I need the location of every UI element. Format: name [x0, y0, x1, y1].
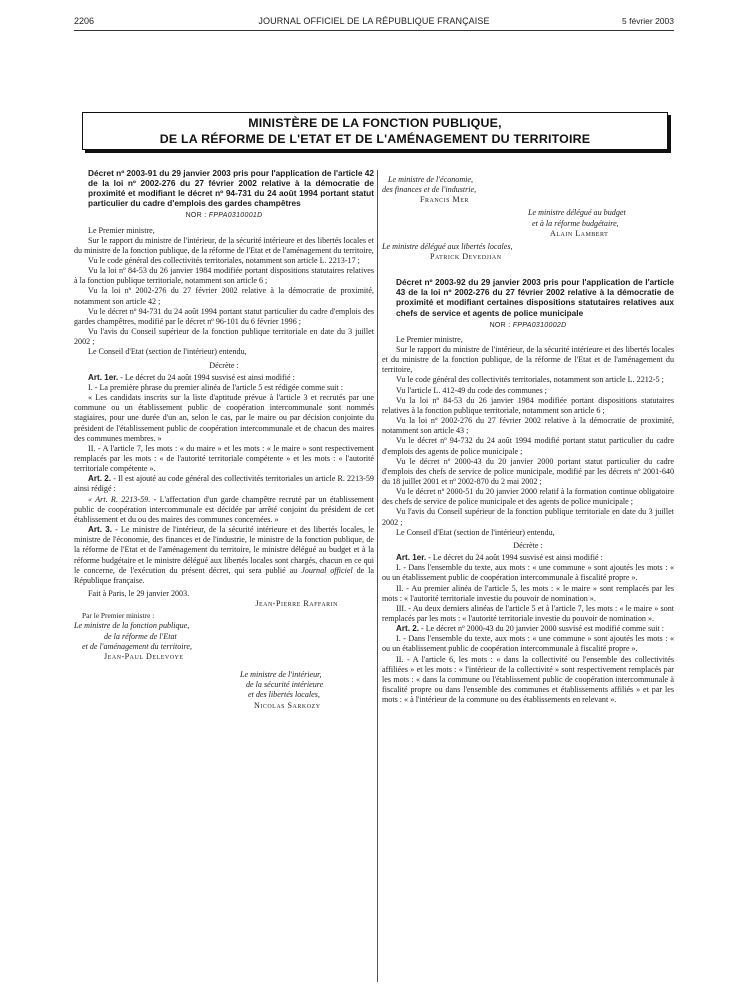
par-le-premier-ministre: Par le Premier ministre :: [82, 611, 155, 621]
right-column: [382, 175, 674, 705]
signature-title-line: [382, 175, 674, 185]
signature-title-line: [74, 680, 374, 690]
article-text: - Le décret du 24 août 1994 susvisé est ainsi modifié :: [426, 553, 603, 563]
signatory-title: et des libertés locales,: [248, 690, 320, 700]
signature-lib: [382, 252, 674, 262]
paragraph: Vu l'avis du Conseil supérieur de la fonction publique territoriale en date du 3 juillet 2002 ;: [74, 327, 374, 347]
signature-title-line: [382, 242, 674, 252]
paragraph: Sur le rapport du ministre de l'intérieur, de la sécurité intérieure et des libertés locales et du ministre de la fonction publique, de la réforme de l'Etat et de l'aménagement du territoire,: [382, 344, 674, 375]
journal-reference: Journal officiel: [301, 565, 353, 575]
article-label: Art. 1er.: [88, 372, 119, 382]
signatory-title: de la réforme de l'Etat: [104, 631, 177, 641]
paragraph: Vu le code général des collectivités territoriales, notamment son article L. 2212-5 ;: [396, 375, 664, 385]
signature-fp: [74, 652, 374, 662]
article-text: - Il est ajouté au code général des collectivités territoriales un article R. 2213-59 ainsi rédigé :: [74, 474, 374, 494]
signatory-title: Le ministre de l'économie,: [388, 175, 474, 184]
decree-1-title: Décret nº 2003-91 du 29 janvier 2003 pris pour l'application de l'article 42 de la loi nº 2002-276 du 27 février 2002 relative à la démocratie de proximité et modifiant le décret nº 94-731 du 24 août 1994 portant statut particulier du cadre d'emplois des gardes champêtres: [88, 168, 374, 209]
paragraph: Vu le décret nº 2000-51 du 20 janvier 2000 relatif à la formation continue obligatoire des chefs de service de police municipale et des agents de police municipale ;: [382, 487, 674, 507]
article-label: Art. 2.: [396, 624, 419, 634]
issue-date: 5 février 2003: [622, 16, 674, 26]
quote-paragraph: [74, 495, 374, 525]
paragraph: Vu la loi nº 2002-276 du 27 février 2002 relative à la démocratie de proximité, notamment son article 42 ;: [74, 286, 374, 306]
article-2: [74, 474, 374, 494]
ministry-line-1: MINISTÈRE DE LA FONCTION PUBLIQUE,: [248, 116, 502, 130]
decree-2-title: Décret nº 2003-92 du 29 janvier 2003 pris pour l'application de l'article 43 de la loi nº 2002-276 du 27 février 2002 relative à la démocratie de proximité et modifiant certaines dispositions statutaires relatives aux chefs de service et agents de police municipale: [396, 277, 674, 318]
signature-int: [74, 701, 374, 711]
article-2: [382, 624, 674, 634]
running-header: [74, 16, 674, 30]
signature-bud: [382, 229, 674, 239]
signatory-title: et à la réforme budgétaire,: [532, 218, 619, 228]
paragraph: I. - La première phrase du premier alinéa de l'article 5 est rédigée comme suit :: [88, 382, 343, 392]
decree-1-nor: [74, 211, 374, 221]
fait-line: Fait à Paris, le 29 janvier 2003.: [88, 589, 190, 598]
paragraph: Vu le décret nº 94-732 du 24 août 1994 modifié portant statut particulier du cadre d'emplois des agents de police municipale ;: [382, 436, 674, 456]
signature-title-line: [74, 642, 374, 652]
signatory-name: Nicolas Sarkozy: [254, 700, 321, 710]
article-text-end: de la République française.: [74, 565, 374, 585]
article-text: - Le décret du 24 août 1994 susvisé est ainsi modifié :: [118, 372, 295, 382]
signatory-title: de la sécurité intérieure: [246, 680, 324, 690]
signatory-title: des finances et de l'industrie,: [382, 185, 477, 195]
nor-value: FPPA0310001D: [208, 212, 263, 220]
paragraph: Vu le décret nº 94-731 du 24 août 1994 portant statut particulier du cadre d'emplois des gardes champêtres, modifié par le décret nº 96-101 du 6 février 1996 ;: [74, 306, 374, 326]
nor-label: NOR :: [185, 212, 207, 220]
paragraph: Vu l'avis du Conseil supérieur de la fonction publique territoriale en date du 3 juillet 2002 ;: [382, 507, 674, 527]
article-1: [382, 553, 674, 563]
paragraph: Vu le décret nº 2000-43 du 20 janvier 2000 portant statut particulier du cadre d'emplois des chefs de service de police municipale, modifié par les décrets nº 2001-640 du 18 juillet 2001 et nº 2002-870 du 2 mai 2002 ;: [382, 456, 674, 486]
nor-label: NOR :: [489, 321, 511, 329]
journal-title: JOURNAL OFFICIEL DE LA RÉPUBLIQUE FRANÇAISE: [258, 16, 490, 26]
column-divider: [377, 170, 378, 982]
page-number: 2206: [74, 16, 95, 26]
decrete-heading: Décrète :: [513, 540, 543, 550]
signatory-name: Francis Mer: [420, 195, 469, 205]
signatory-title: et de l'aménagement du territoire,: [82, 641, 192, 651]
decree-2-nor: [382, 321, 674, 331]
signatory-name: Jean-Paul Delevoye: [104, 651, 184, 661]
signatory-title: Le ministre de l'intérieur,: [240, 670, 322, 680]
header-rule: [74, 30, 674, 31]
paragraph: II. - Au premier alinéa de l'article 5, les mots : « le maire » sont remplacés par les mots : « l'autorité territoriale investie du pouvoir de nomination ».: [382, 583, 674, 603]
article-1: [74, 373, 374, 383]
signature-title-line: [74, 690, 374, 700]
signature-eco: [382, 195, 674, 205]
paragraph: Vu la loi nº 84-53 du 26 janvier 1984 modifiée portant dispositions statutaires relatives à la fonction publique territoriale, notamment son article 6 ;: [74, 266, 374, 286]
signatory-title: Le ministre délégué aux libertés locales,: [382, 241, 513, 251]
decrete-heading: Décrète :: [209, 360, 239, 370]
paragraph: Vu l'article L. 412-49 du code des communes ;: [396, 385, 547, 395]
ministry-line-2: DE LA RÉFORME DE L'ETAT ET DE L'AMÉNAGEMENT DU TERRITOIRE: [159, 132, 591, 146]
paragraph: Sur le rapport du ministre de l'intérieur, de la sécurité intérieure et des libertés locales et du ministre de la fonction publique, de la réforme de l'Etat et de l'aménagement du territoire,: [74, 235, 374, 255]
quote-text: - L'affectation d'un garde champêtre recruté par un établissement public de coopération intercommunale est décidée par arrêté conjoint du président de cet établissement et du ou des maires des communes concernées. »: [74, 494, 374, 524]
paragraph: Le Conseil d'Etat (section de l'intérieur) entendu,: [396, 527, 555, 537]
paragraph: III. - Au deux derniers alinéas de l'article 5 et à l'article 7, les mots : « le maire » sont remplacés par les mots : « l'autorité territoriale investie du pouvoir de nomination ».: [382, 603, 674, 623]
signature-title-line: [382, 219, 674, 229]
paragraph: Vu la loi nº 84-53 du 26 janvier 1984 modifiée portant dispositions statutaires relatives à la fonction publique territoriale, notamment son article 6 ;: [382, 395, 674, 415]
article-reference: « Art. R. 2213-59.: [88, 494, 151, 504]
signature-title-line: [382, 208, 674, 218]
signature-title-line: [74, 621, 374, 631]
paragraph: Le Premier ministre,: [396, 334, 463, 344]
paragraph: Le Conseil d'Etat (section de l'intérieur) entendu,: [88, 347, 247, 357]
nor-value: FPPA0310002D: [512, 321, 567, 329]
article-label: Art. 3.: [88, 525, 113, 535]
paragraph: II. - A l'article 7, les mots : « du maire » et les mots : « le maire » sont respectivement remplacés par les mots : « de l'autorité territoriale compétente » et les mots : « l'autorité territoriale compétente ».: [74, 443, 374, 474]
signatory-name: Patrick Devedjian: [430, 252, 502, 262]
paragraph: I. - Dans l'ensemble du texte, aux mots : « une commune » sont ajoutés les mots : « ou un établissement public de coopération intercommunale à fiscalité propre ».: [382, 563, 674, 583]
signatory-name: Alain Lambert: [550, 228, 609, 238]
signatory-name: Jean-Pierre Raffarin: [255, 599, 338, 609]
article-3: [74, 525, 374, 586]
article-label: Art. 1er.: [396, 553, 427, 563]
paragraph: I. - Dans l'ensemble du texte, aux mots : « une commune » sont ajoutés les mots : « ou un établissement public de coopération intercommunale à fiscalité propre ».: [382, 634, 674, 654]
signatory-title: Le ministre délégué au budget: [528, 208, 626, 218]
signature-pm: [74, 599, 374, 609]
ministry-heading: [82, 112, 668, 150]
signature-title-line: [382, 185, 674, 195]
quote-paragraph: « Les candidats inscrits sur la liste d'aptitude prévue à l'article 3 et recrutés par une commune ou un établissement public de coopération intercommunale sont nommés stagiaires, pour une durée d'un an, selon le cas, par le maire ou par décision conjointe du président de l'établissement public de coopération intercommunale et de chacun des maires des communes membres. »: [74, 393, 374, 443]
paragraph: Le Premier ministre,: [88, 225, 155, 235]
article-text: - Le décret nº 2000-43 du 20 janvier 2000 susvisé est modifié comme suit :: [418, 624, 664, 634]
article-label: Art. 2.: [88, 474, 112, 484]
article-text: - Le ministre de l'intérieur, de la sécurité intérieure et des libertés locales, le ministre de l'économie, des finances et de l'industrie, le ministre de la fonction publique, de la réforme de l'Etat et de l'aménagement du territoire, le ministre délégué au budget et à la réforme budgétaire et le ministre délégué aux libertés locales sont chargés, chacun en ce qui le concerne, de l'exécution du présent décret, qui sera publié au: [74, 525, 374, 575]
signatory-title: Le ministre de la fonction publique,: [74, 621, 190, 631]
left-column: [74, 168, 374, 711]
paragraph: Vu la loi nº 2002-276 du 27 février 2002 relative à la démocratie de proximité, notamment son article 43 ;: [382, 416, 674, 436]
signature-title-line: [74, 632, 374, 642]
paragraph: Vu le code général des collectivités territoriales, notamment son article L. 2213-17 ;: [88, 256, 360, 265]
signature-title-line: [74, 670, 374, 680]
paragraph: II. - A l'article 6, les mots : « dans la collectivité ou l'ensemble des collectivités affiliées » et les mots : « l'intérieur de la collectivité » sont respectivement remplacés par les mots : « dans la commune ou l'établissement public de coopération intercommunale à fiscalité propre ou dans l'ensemble des communes et établissements affiliés » et par les mots : « à l'intérieur de la commune ou des établissements en relevant ».: [382, 654, 674, 705]
